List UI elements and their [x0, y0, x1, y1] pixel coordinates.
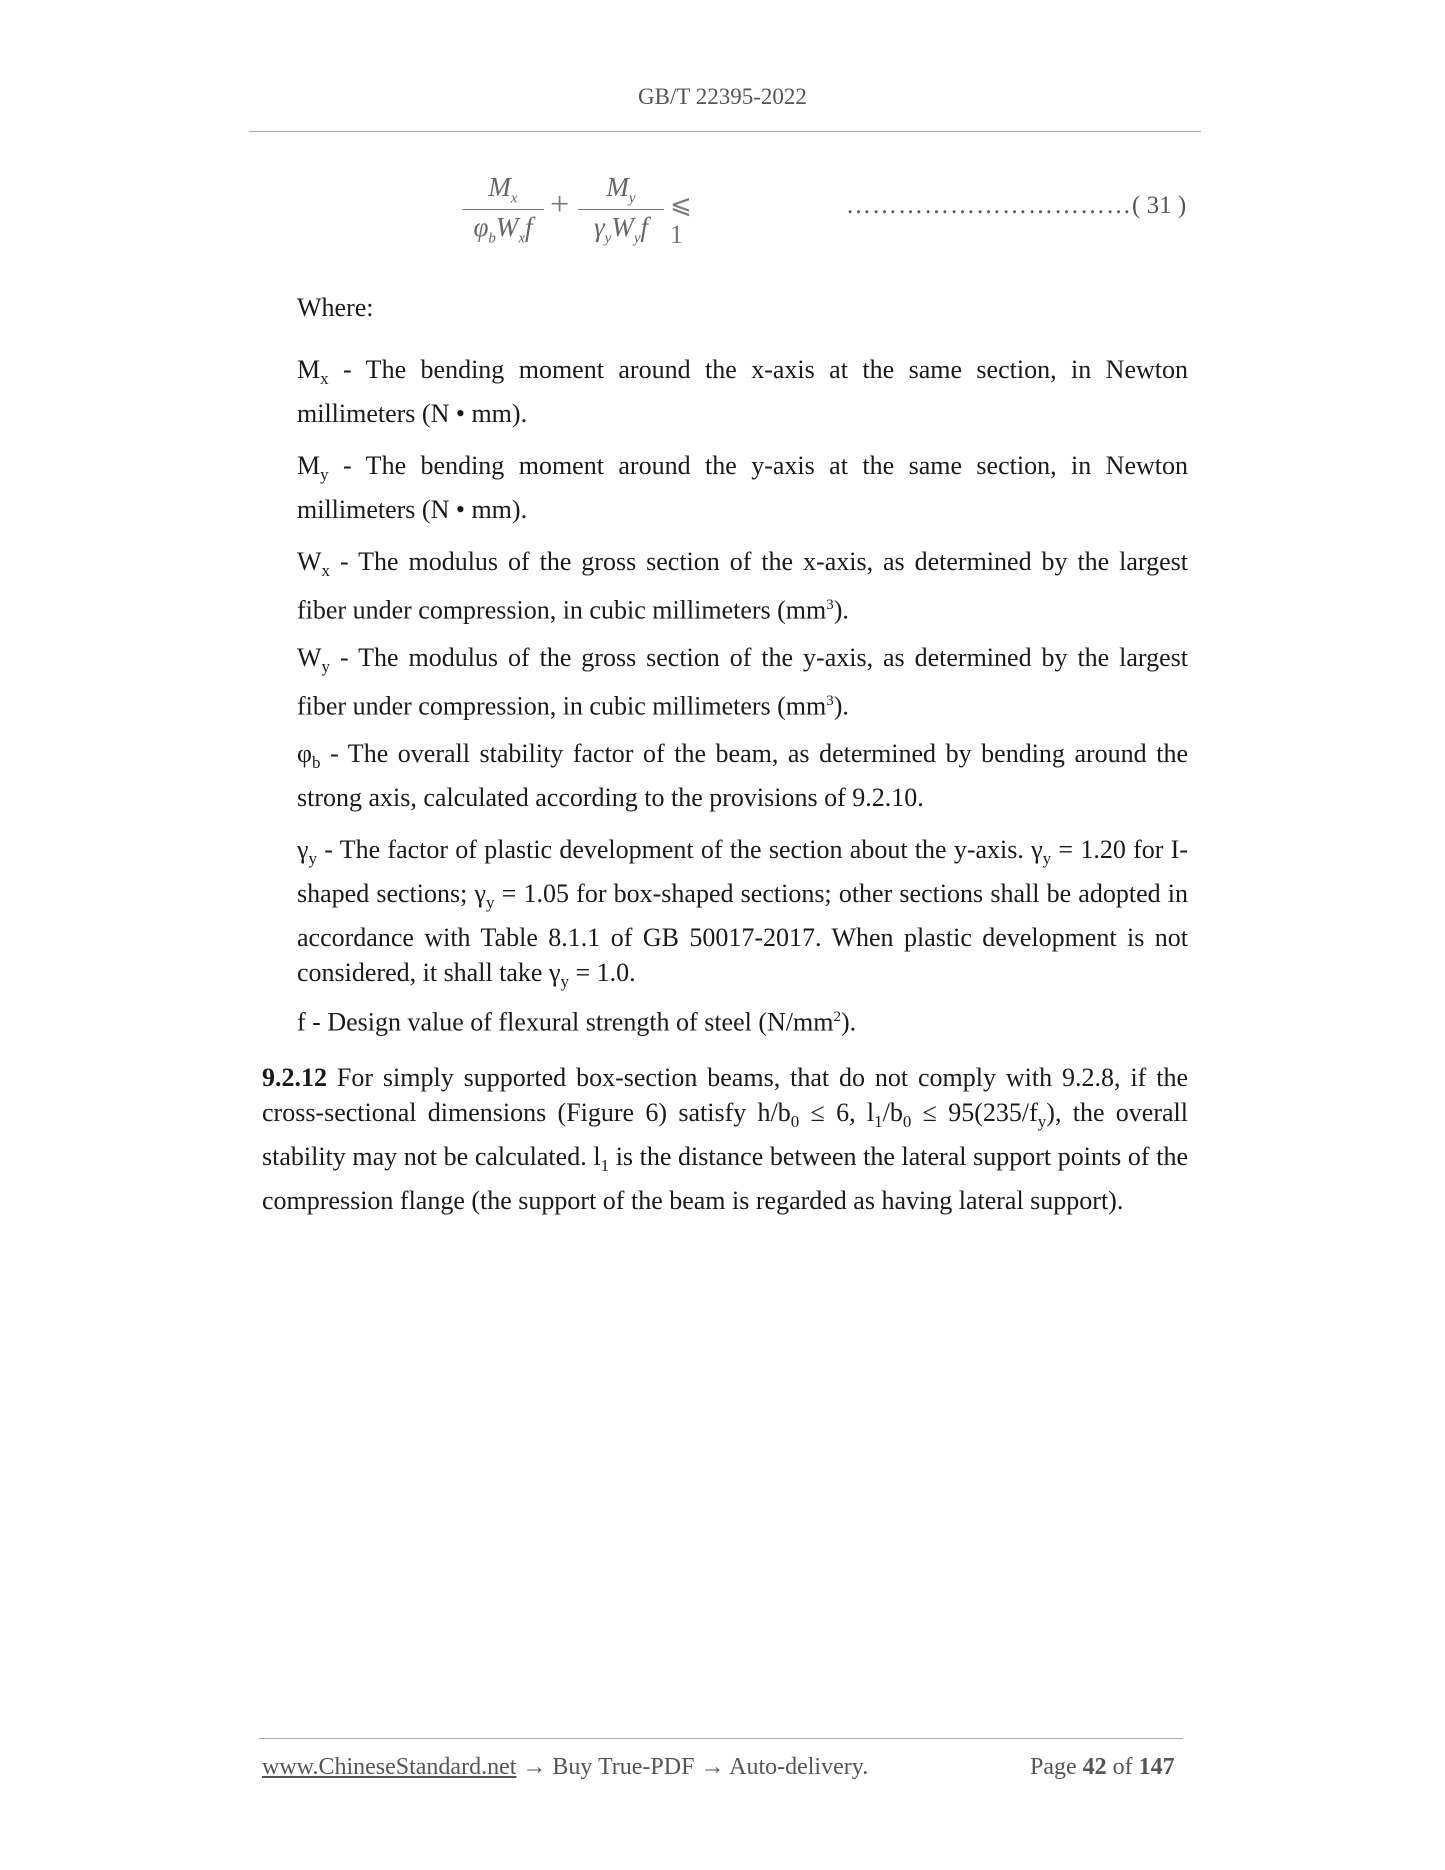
site-link[interactable]: www.ChineseStandard.net [262, 1754, 517, 1780]
def-wx: $W_x$ - The modulus of the gross section of the x-axis, as determined by the largest fiber under compression, in cubic millimeters $(mm^3)$. [297, 547, 1188, 625]
document-header: GB/T 22395-2022 [638, 84, 807, 109]
fraction-x: $M_x$ $\varphi_bW_xf$ [462, 172, 544, 248]
clause-number: 9.2.12 [262, 1063, 327, 1092]
fraction-y: $M_y$ $\gamma_yW_yf$ [578, 172, 664, 248]
page-number: 42 [1082, 1754, 1107, 1780]
clause-9-2-12: 9.2.12 For simply supported box-section beams, that do not comply with 9.2.8, if the cross-sectional dimensions (Figure 6) satisfy $h/b_0 \le 6$, $l_1/b_0 \le 95(235/f_y)$, the overall stability may not be calculated. $l_1$ is the distance between the lateral support points of the compression flange (the support of the beam is regarded as having lateral support). [262, 1063, 1188, 1216]
def-wy: $W_y$ - The modulus of the gross section of the y-axis, as determined by the largest fiber under compression, in cubic millimeters $(mm^3)$. [297, 643, 1188, 721]
page-indicator: Page 42 of 147 [1030, 1754, 1175, 1780]
def-gamma-y: $\gamma_y$ - The factor of plastic development of the section about the y-axis. $\gamma_y = 1.20$ for I-shaped sections; $\gamma_y = 1.05$ for box-shaped sections; other sections shall be adopted in accordance with Table 8.1.1 of GB 50017-2017. When plastic development is not considered, it shall take $\gamma_y = 1.0$. [297, 835, 1188, 992]
page-total: 147 [1138, 1754, 1175, 1780]
def-my: $M_y$ - The bending moment around the y-axis at the same section, in Newton millimeters (N • mm). [297, 451, 1188, 525]
def-f: f - Design value of flexural strength of steel $(N/mm^2)$. [297, 1007, 857, 1037]
header-divider [249, 131, 1201, 132]
def-mx: $M_x$ - The bending moment around the x-axis at the same section, in Newton millimeters (N • mm). [297, 355, 1188, 429]
relation-operator: ⩽ 1 [670, 190, 692, 249]
def-phib: $\varphi_b$ - The overall stability factor of the beam, as determined by bending around the strong axis, calculated according to the provisions of 9.2.10. [297, 739, 1188, 813]
plus-operator: + [550, 186, 570, 223]
footer-promo: www.ChineseStandard.net → Buy True-PDF → Auto-delivery. [262, 1754, 869, 1780]
footer-divider [259, 1738, 1183, 1739]
where-label: Where: [297, 293, 374, 322]
equation-number: ……………………………( 31 ) [846, 192, 1187, 219]
